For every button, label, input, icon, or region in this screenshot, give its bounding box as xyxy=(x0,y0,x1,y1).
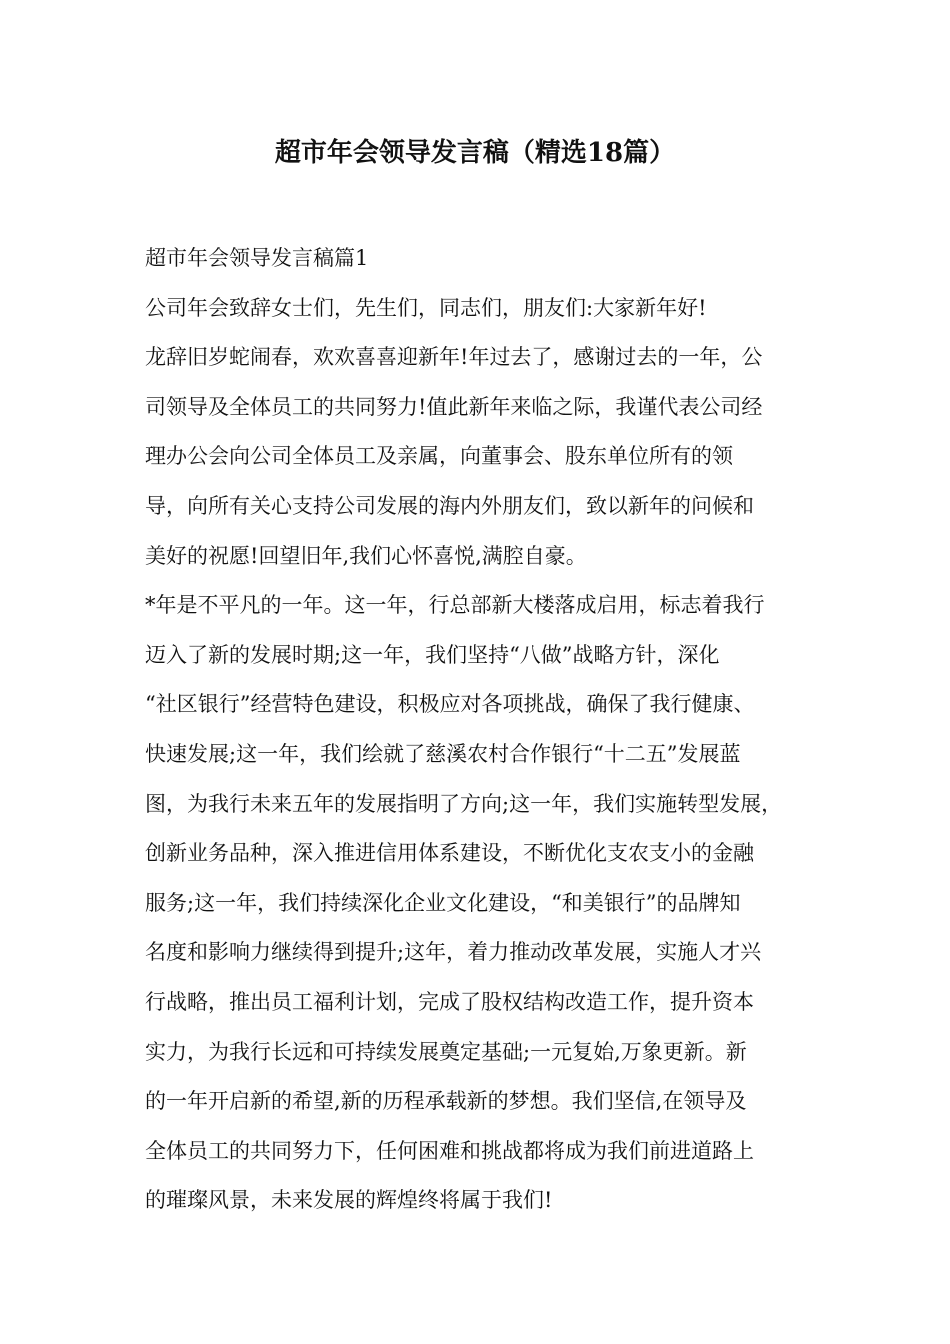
document-title: 超市年会领导发言稿（精选18篇） xyxy=(274,138,676,168)
text-line: 美好的祝愿!回望旧年,我们心怀喜悦,满腔自豪。 xyxy=(145,543,587,568)
text-line: 理办公会向公司全体员工及亲属，向董事会、股东单位所有的领 xyxy=(145,444,733,469)
text-line: 实力，为我行长远和可持续发展奠定基础;一元复始,万象更新。新 xyxy=(145,1039,747,1064)
section-heading: 超市年会领导发言稿篇1 xyxy=(145,246,369,270)
text-line: 服务;这一年，我们持续深化企业文化建设，“和美银行”的品牌知 xyxy=(145,890,741,915)
text-line: 公司年会致辞女士们，先生们，同志们，朋友们:大家新年好! xyxy=(145,295,707,320)
text-line: 龙辞旧岁蛇闹春，欢欢喜喜迎新年!年过去了，感谢过去的一年，公 xyxy=(145,345,763,370)
document-body xyxy=(145,234,825,1226)
text-line: 导，向所有关心支持公司发展的海内外朋友们，致以新年的问候和 xyxy=(145,493,754,518)
text-line: 快速发展;这一年，我们绘就了慈溪农村合作银行“十二五”发展蓝 xyxy=(145,741,741,766)
text-line: 迈入了新的发展时期;这一年，我们坚持“八做”战略方针，深化 xyxy=(145,642,720,667)
text-line: 全体员工的共同努力下，任何困难和挑战都将成为我们前进道路上 xyxy=(145,1138,754,1163)
text-line: 图，为我行未来五年的发展指明了方向;这一年，我们实施转型发展， xyxy=(145,791,783,816)
text-line: 名度和影响力继续得到提升;这年，着力推动改革发展，实施人才兴 xyxy=(145,940,762,965)
text-line: “社区银行”经营特色建设，积极应对各项挑战，确保了我行健康、 xyxy=(145,692,755,717)
text-line: 创新业务品种，深入推进信用体系建设，不断优化支农支小的金融 xyxy=(145,841,754,866)
text-line: 的璀璨风景，未来发展的辉煌终将属于我们! xyxy=(145,1188,553,1213)
text-line: *年是不平凡的一年。这一年，行总部新大楼落成启用，标志着我行 xyxy=(145,593,765,618)
text-line: 司领导及全体员工的共同努力!值此新年来临之际，我谨代表公司经 xyxy=(145,394,763,419)
text-line: 的一年开启新的希望,新的历程承载新的梦想。我们坚信,在领导及 xyxy=(145,1089,747,1114)
text-line: 行战略，推出员工福利计划，完成了股权结构改造工作，提升资本 xyxy=(145,989,754,1014)
